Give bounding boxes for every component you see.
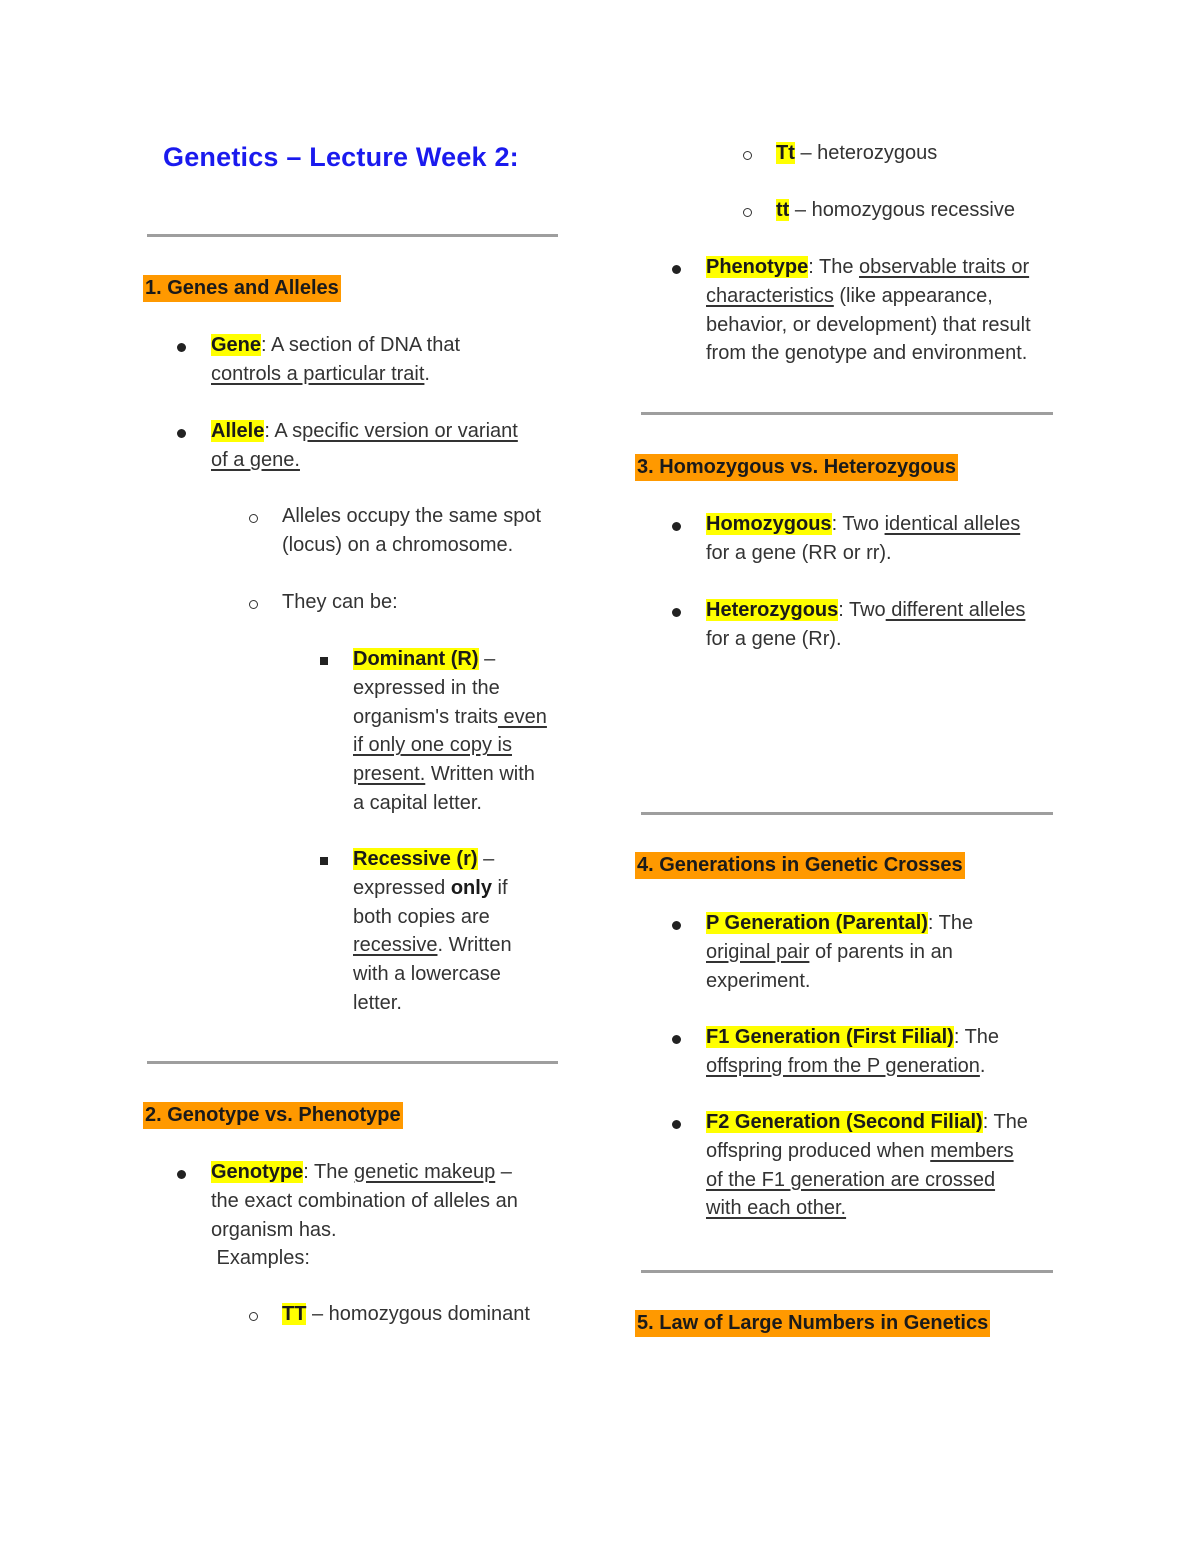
bullet-disc-icon bbox=[672, 1035, 681, 1044]
f2-generation-definition: F2 Generation (Second Filial): The offspring produced when members of the F1 generation are crossed with each other. bbox=[706, 1111, 1028, 1220]
dominant-definition: Dominant (R) – expressed in the organism's traits even if only one copy is present. Written with a capital letter. bbox=[353, 648, 547, 814]
bullet-disc-icon bbox=[177, 1170, 186, 1179]
bullet-circle-icon bbox=[249, 1312, 258, 1321]
homozygous-definition: Homozygous: Two identical alleles for a gene (RR or rr). bbox=[706, 513, 1021, 564]
bullet-disc-icon bbox=[672, 522, 681, 531]
allele-definition: Allele: A specific version or variant of a gene. bbox=[211, 420, 518, 471]
divider bbox=[641, 1270, 1053, 1273]
bullet-square-icon bbox=[320, 657, 328, 665]
divider bbox=[641, 812, 1053, 815]
bullet-disc-icon bbox=[672, 265, 681, 274]
section-heading-genotype-phenotype: 2. Genotype vs. Phenotype bbox=[143, 1104, 403, 1127]
bullet-disc-icon bbox=[177, 343, 186, 352]
bullet-disc-icon bbox=[177, 429, 186, 438]
divider bbox=[147, 234, 558, 237]
bullet-disc-icon bbox=[672, 1120, 681, 1129]
bullet-circle-icon bbox=[743, 208, 752, 217]
section-heading-large-numbers: 5. Law of Large Numbers in Genetics bbox=[635, 1312, 990, 1335]
example-tt-recessive: tt – homozygous recessive bbox=[776, 199, 1015, 221]
bullet-disc-icon bbox=[672, 608, 681, 617]
gene-definition: Gene: A section of DNA that controls a particular trait. bbox=[211, 334, 461, 385]
phenotype-definition: Phenotype: The observable traits or characteristics (like appearance, behavior, or development) that result from the genotype and environment. bbox=[706, 256, 1031, 365]
section-heading-genes-alleles: 1. Genes and Alleles bbox=[143, 277, 341, 300]
bullet-square-icon bbox=[320, 857, 328, 865]
bullet-circle-icon bbox=[249, 600, 258, 609]
genotype-definition: Genotype: The genetic makeup – the exact combination of alleles an organism has. Examples: bbox=[211, 1161, 518, 1270]
bullet-circle-icon bbox=[249, 514, 258, 523]
f1-generation-definition: F1 Generation (First Filial): The offspring from the P generation. bbox=[706, 1026, 1000, 1077]
page-title: Genetics – Lecture Week 2: bbox=[163, 142, 519, 172]
bullet-circle-icon bbox=[743, 151, 752, 160]
divider bbox=[641, 412, 1053, 415]
allele-types-intro: They can be: bbox=[282, 591, 398, 613]
example-tt-heterozygous: Tt – heterozygous bbox=[776, 142, 938, 164]
bullet-disc-icon bbox=[672, 921, 681, 930]
section-heading-generations: 4. Generations in Genetic Crosses bbox=[635, 854, 965, 877]
section-heading-homozygous-heterozygous: 3. Homozygous vs. Heterozygous bbox=[635, 456, 958, 479]
example-tt-dominant: TT – homozygous dominant bbox=[282, 1303, 530, 1325]
divider bbox=[147, 1061, 558, 1064]
recessive-definition: Recessive (r) – expressed only if both copies are recessive. Written with a lowercase letter. bbox=[353, 848, 512, 1014]
allele-locus-note: Alleles occupy the same spot (locus) on a chromosome. bbox=[282, 505, 542, 556]
heterozygous-definition: Heterozygous: Two different alleles for a gene (Rr). bbox=[706, 599, 1026, 650]
p-generation-definition: P Generation (Parental): The original pair of parents in an experiment. bbox=[706, 912, 974, 992]
